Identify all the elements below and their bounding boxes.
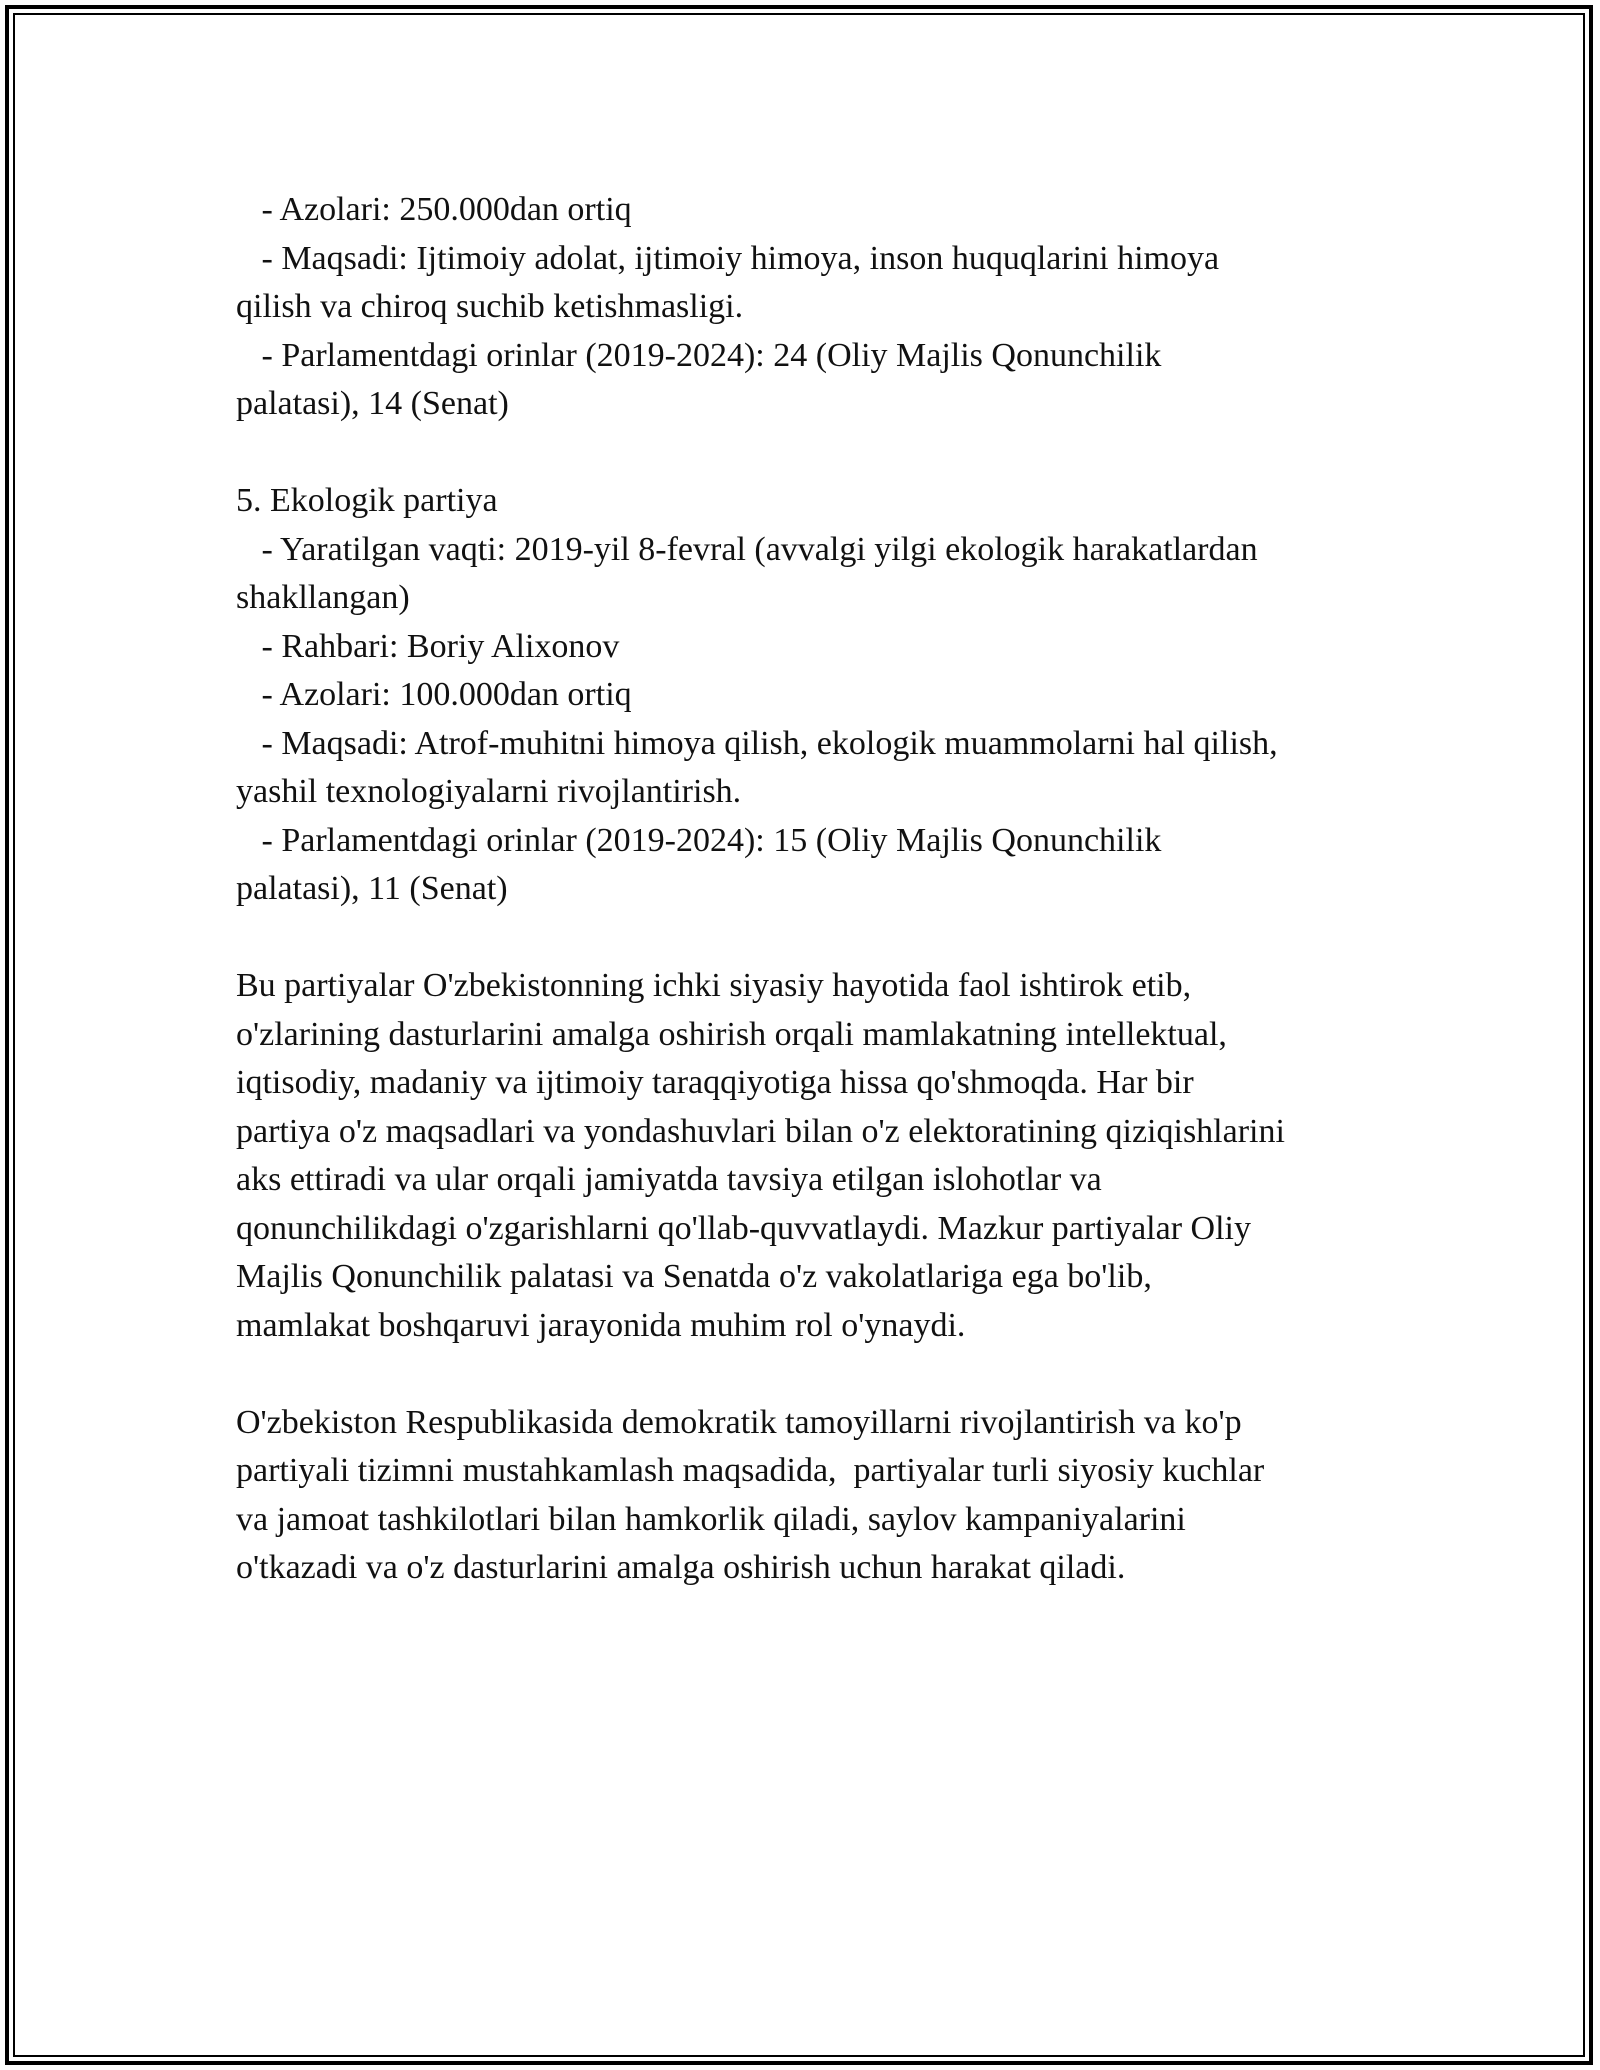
party-4-goal-line-2: qilish va chiroq suchib ketishmasligi. <box>236 288 744 325</box>
spacer <box>236 429 1376 478</box>
document-body <box>236 186 1376 1593</box>
party-4-seats-line-2: palatasi), 14 (Senat) <box>236 385 509 422</box>
party-5-heading: 5. Ekologik partiya <box>236 482 498 519</box>
paragraph-line: O'zbekiston Respublikasida demokratik tamoyillarni rivojlantirish va ko'p <box>236 1403 1242 1441</box>
closing-paragraph <box>236 1399 1376 1593</box>
paragraph-line: iqtisodiy, madaniy va ijtimoiy taraqqiyotiga hissa qo'shmoqda. Har bir <box>236 1064 1194 1101</box>
party-4-goal-line-1: - Maqsadi: Ijtimoiy adolat, ijtimoiy himoya, inson huquqlarini himoya <box>236 239 1220 277</box>
paragraph-line: mamlakat boshqaruvi jarayonida muhim rol o'ynaydi. <box>236 1306 966 1344</box>
party-4-members: - Azolari: 250.000dan ortiq <box>236 191 632 228</box>
party-5-section <box>236 477 1376 914</box>
party-4-details <box>236 186 1376 429</box>
spacer <box>236 914 1376 963</box>
party-5-goal-line-1: - Maqsadi: Atrof-muhitni himoya qilish, ekologik muammolarni hal qilish, <box>236 724 1278 762</box>
spacer <box>236 1350 1376 1399</box>
paragraph-line: Majlis Qonunchilik palatasi va Senatda o'z vakolatlariga ega bo'lib, <box>236 1258 1152 1295</box>
summary-paragraph <box>236 962 1376 1350</box>
party-4-seats-line-1: - Parlamentdagi orinlar (2019-2024): 24 (Oliy Majlis Qonunchilik <box>236 336 1162 374</box>
paragraph-line: o'zlarining dasturlarini amalga oshirish orqali mamlakatning intellektual, <box>236 1015 1227 1053</box>
paragraph-line: partiyali tizimni mustahkamlash maqsadida, partiyalar turli siyosiy kuchlar <box>236 1452 1265 1489</box>
paragraph-line: qonunchilikdagi o'zgarishlarni qo'llab-quvvatlaydi. Mazkur partiyalar Oliy <box>236 1209 1251 1247</box>
party-5-seats-line-2: palatasi), 11 (Senat) <box>236 870 508 907</box>
paragraph-line: o'tkazadi va o'z dasturlarini amalga oshirish uchun harakat qiladi. <box>236 1549 1126 1586</box>
party-5-goal-line-2: yashil texnologiyalarni rivojlantirish. <box>236 773 742 810</box>
paragraph-line: Bu partiyalar O'zbekistonning ichki siyasiy hayotida faol ishtirok etib, <box>236 967 1192 1004</box>
party-5-created-line-2: shakllangan) <box>236 579 410 616</box>
paragraph-line: aks ettiradi va ular orqali jamiyatda tavsiya etilgan islohotlar va <box>236 1161 1102 1198</box>
party-5-members: - Azolari: 100.000dan ortiq <box>236 676 632 713</box>
party-5-leader: - Rahbari: Boriy Alixonov <box>236 627 620 665</box>
party-5-seats-line-1: - Parlamentdagi orinlar (2019-2024): 15 (Oliy Majlis Qonunchilik <box>236 821 1162 859</box>
paragraph-line: va jamoat tashkilotlari bilan hamkorlik qiladi, saylov kampaniyalarini <box>236 1500 1186 1538</box>
paragraph-line: partiya o'z maqsadlari va yondashuvlari bilan o'z elektoratining qiziqishlarini <box>236 1112 1285 1150</box>
party-5-created-line-1: - Yaratilgan vaqti: 2019-yil 8-fevral (avvalgi yilgi ekologik harakatlardan <box>236 530 1258 568</box>
